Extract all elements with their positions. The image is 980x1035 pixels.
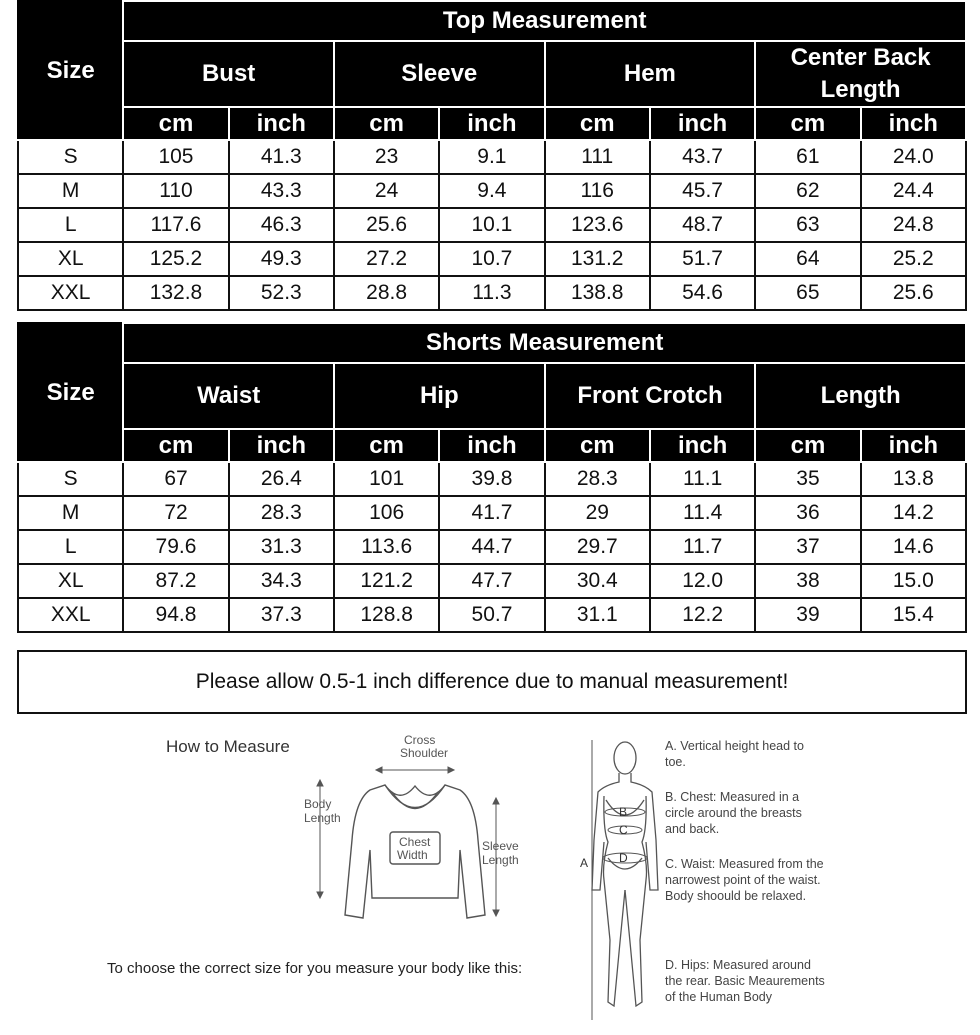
value-cell: 48.7: [650, 208, 755, 242]
value-cell: 27.2: [334, 242, 439, 276]
body-length-label: Length: [304, 811, 341, 825]
cross-shoulder-label: Shoulder: [400, 746, 449, 760]
value-cell: 101: [334, 462, 439, 496]
value-cell: 51.7: [650, 242, 755, 276]
value-cell: 25.6: [861, 276, 967, 310]
size-cell: XXL: [18, 598, 123, 632]
unit-header: inch: [439, 429, 544, 462]
table-title: Shorts Measurement: [123, 323, 966, 363]
cross-shoulder-label: Cross: [404, 733, 436, 747]
chest-width-label: Width: [397, 848, 428, 862]
value-cell: 12.0: [650, 564, 755, 598]
value-cell: 117.6: [123, 208, 228, 242]
group-header: Length: [755, 363, 966, 429]
value-cell: 37.3: [229, 598, 334, 632]
value-cell: 41.3: [229, 140, 334, 174]
value-cell: 11.7: [650, 530, 755, 564]
value-cell: 41.7: [439, 496, 544, 530]
value-cell: 11.1: [650, 462, 755, 496]
value-cell: 123.6: [545, 208, 650, 242]
size-header: Size: [18, 323, 123, 462]
value-cell: 24.0: [861, 140, 967, 174]
value-cell: 23: [334, 140, 439, 174]
value-cell: 25.2: [861, 242, 967, 276]
size-cell: XL: [18, 564, 123, 598]
value-cell: 15.0: [861, 564, 966, 598]
value-cell: 31.3: [229, 530, 334, 564]
value-cell: 24: [334, 174, 439, 208]
unit-header: inch: [650, 429, 755, 462]
value-cell: 121.2: [334, 564, 439, 598]
value-cell: 67: [123, 462, 228, 496]
unit-header: inch: [861, 429, 966, 462]
value-cell: 31.1: [545, 598, 650, 632]
legend-d: D. Hips: Measured around the rear. Basic Meaurements of the Human Body: [665, 958, 825, 1004]
value-cell: 131.2: [545, 242, 650, 276]
value-cell: 46.3: [229, 208, 334, 242]
size-cell: XXL: [18, 276, 123, 310]
group-header: Hem: [545, 41, 756, 107]
unit-header: inch: [229, 429, 334, 462]
table-row: [18, 242, 966, 276]
unit-header: cm: [545, 429, 650, 462]
top-measurement-table: [17, 0, 967, 311]
body-length-label: Body: [304, 797, 332, 811]
unit-header: cm: [334, 429, 439, 462]
size-cell: M: [18, 174, 123, 208]
value-cell: 11.3: [439, 276, 544, 310]
sleeve-length-label: Length: [482, 853, 519, 867]
table-row: [18, 564, 966, 598]
value-cell: 45.7: [650, 174, 755, 208]
group-header: Hip: [334, 363, 545, 429]
unit-header: inch: [229, 107, 334, 140]
value-cell: 50.7: [439, 598, 544, 632]
value-cell: 28.3: [545, 462, 650, 496]
chest-width-label: Chest: [399, 835, 431, 849]
value-cell: 64: [755, 242, 860, 276]
value-cell: 24.4: [861, 174, 967, 208]
value-cell: 116: [545, 174, 650, 208]
unit-header: cm: [545, 107, 650, 140]
marker-c: C: [619, 823, 628, 837]
group-header: Front Crotch: [545, 363, 756, 429]
unit-header: cm: [123, 429, 228, 462]
table-row: [18, 140, 966, 174]
value-cell: 111: [545, 140, 650, 174]
group-header: Bust: [123, 41, 334, 107]
value-cell: 113.6: [334, 530, 439, 564]
size-cell: M: [18, 496, 123, 530]
value-cell: 13.8: [861, 462, 966, 496]
how-to-measure-title: How to Measure: [166, 737, 290, 756]
unit-header: cm: [755, 429, 860, 462]
value-cell: 49.3: [229, 242, 334, 276]
value-cell: 9.1: [439, 140, 544, 174]
value-cell: 29: [545, 496, 650, 530]
table-row: [18, 496, 966, 530]
size-cell: XL: [18, 242, 123, 276]
value-cell: 128.8: [334, 598, 439, 632]
value-cell: 110: [123, 174, 228, 208]
unit-header: inch: [861, 107, 967, 140]
value-cell: 105: [123, 140, 228, 174]
measurement-note: [17, 650, 967, 714]
legend-a: A. Vertical height head to toe.: [665, 739, 804, 769]
value-cell: 39.8: [439, 462, 544, 496]
value-cell: 54.6: [650, 276, 755, 310]
value-cell: 34.3: [229, 564, 334, 598]
table-row: [18, 174, 966, 208]
marker-a: A: [580, 856, 589, 870]
table-title: Top Measurement: [123, 1, 966, 41]
value-cell: 11.4: [650, 496, 755, 530]
table-row: [18, 208, 966, 242]
group-header: Waist: [123, 363, 334, 429]
value-cell: 62: [755, 174, 860, 208]
unit-header: cm: [123, 107, 228, 140]
value-cell: 87.2: [123, 564, 228, 598]
value-cell: 12.2: [650, 598, 755, 632]
table-row: [18, 530, 966, 564]
value-cell: 61: [755, 140, 860, 174]
body-figure: [570, 730, 660, 1030]
value-cell: 10.1: [439, 208, 544, 242]
size-cell: S: [18, 462, 123, 496]
table-row: [18, 462, 966, 496]
size-cell: L: [18, 530, 123, 564]
unit-header: inch: [439, 107, 544, 140]
value-cell: 14.2: [861, 496, 966, 530]
value-cell: 10.7: [439, 242, 544, 276]
unit-header: inch: [650, 107, 755, 140]
value-cell: 94.8: [123, 598, 228, 632]
shorts-measurement-table: [17, 322, 967, 633]
group-header: Sleeve: [334, 41, 545, 107]
table-row: [18, 276, 966, 310]
value-cell: 52.3: [229, 276, 334, 310]
value-cell: 125.2: [123, 242, 228, 276]
value-cell: 25.6: [334, 208, 439, 242]
value-cell: 47.7: [439, 564, 544, 598]
group-header: Center Back Length: [755, 41, 966, 107]
unit-header: cm: [755, 107, 860, 140]
sleeve-length-label: Sleeve: [482, 839, 519, 853]
value-cell: 65: [755, 276, 860, 310]
value-cell: 9.4: [439, 174, 544, 208]
value-cell: 30.4: [545, 564, 650, 598]
value-cell: 29.7: [545, 530, 650, 564]
size-cell: L: [18, 208, 123, 242]
value-cell: 28.3: [229, 496, 334, 530]
value-cell: 138.8: [545, 276, 650, 310]
value-cell: 106: [334, 496, 439, 530]
unit-header: cm: [334, 107, 439, 140]
note-text: Please allow 0.5-1 inch difference due to manual measurement!: [195, 670, 789, 693]
value-cell: 28.8: [334, 276, 439, 310]
size-header: Size: [18, 1, 123, 140]
value-cell: 14.6: [861, 530, 966, 564]
marker-b: B: [619, 805, 628, 819]
value-cell: 26.4: [229, 462, 334, 496]
table-row: [18, 598, 966, 632]
value-cell: 63: [755, 208, 860, 242]
value-cell: 44.7: [439, 530, 544, 564]
value-cell: 24.8: [861, 208, 967, 242]
value-cell: 37: [755, 530, 860, 564]
value-cell: 79.6: [123, 530, 228, 564]
value-cell: 72: [123, 496, 228, 530]
value-cell: 38: [755, 564, 860, 598]
value-cell: 132.8: [123, 276, 228, 310]
marker-d: D: [619, 851, 628, 865]
shirt-diagram: [300, 730, 540, 930]
value-cell: 36: [755, 496, 860, 530]
how-to-instruction: To choose the correct size for you measure your body like this:: [107, 960, 523, 977]
value-cell: 43.7: [650, 140, 755, 174]
value-cell: 35: [755, 462, 860, 496]
size-cell: S: [18, 140, 123, 174]
value-cell: 15.4: [861, 598, 966, 632]
legend-c: C. Waist: Measured from the narrowest point of the waist. Body shoould be relaxed.: [665, 857, 824, 903]
legend-b: B. Chest: Measured in a circle around the breasts and back.: [665, 790, 802, 836]
value-cell: 43.3: [229, 174, 334, 208]
value-cell: 39: [755, 598, 860, 632]
